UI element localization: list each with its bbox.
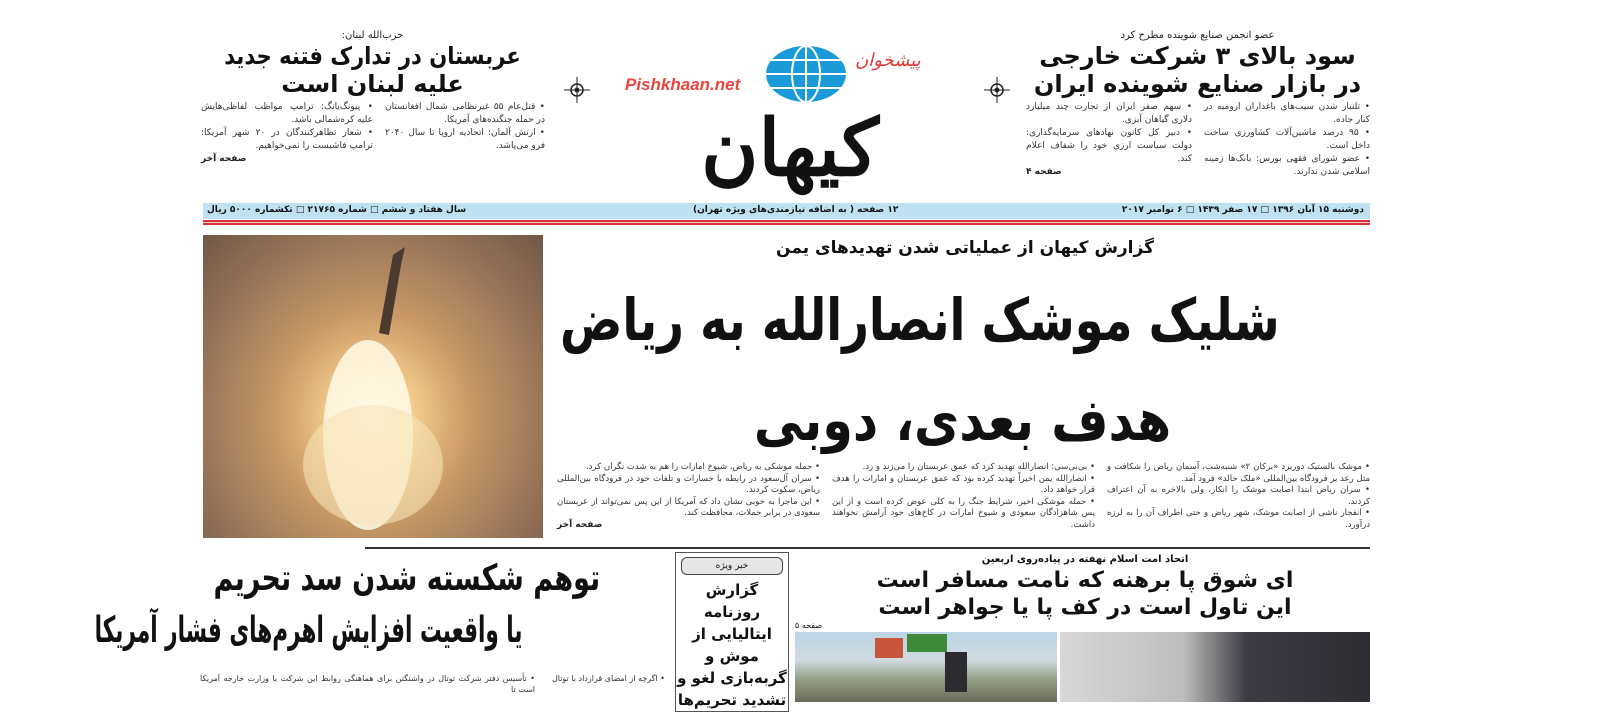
bullet: • قتل‌عام ۵۵ غیرنظامی شمال افغانستان در حمله جنگنده‌های آمریکا. (385, 102, 545, 125)
registration-mark-icon (564, 77, 590, 103)
bullet: • شعار تظاهرکنندگان در ۲۰ شهر آمریکا: ترامپ فاشیست را نمی‌خواهیم. (201, 128, 374, 151)
special-news-tag: خبر ویژه (681, 557, 783, 575)
bullet: • حمله موشکی اخیر، شرایط جنگ را به کلی عوض کرده است و از این پس شاهزادگان سعودی و شیوخ امارات در کاخ‌های خود آرامش نخواهند داشت. (832, 496, 1095, 530)
sanctions-headline[interactable] (200, 555, 665, 603)
story-headline[interactable] (200, 42, 545, 70)
sanctions-headline-text: یا واقعیت افزایش اهرم‌های فشار آمریکا (94, 610, 523, 651)
bullet: • دبیر کل کانون نهادهای سرمایه‌گذاری: دولت سیاست ارزی خود را شفاف اعلام کند. (1026, 128, 1192, 164)
bullet: • ۹۵ درصد ماشین‌آلات کشاورزی ساخت داخل است. (1204, 128, 1370, 151)
main-headline[interactable] (555, 285, 1370, 355)
bullet: • انصارالله یمن اخیراً تهدید کرده بود که عمق عربستان و امارات را هدف قرار خواهد داد. (832, 473, 1095, 495)
page-ref[interactable]: صفحه آخر (557, 519, 603, 530)
watermark-fa: پیشخوان (855, 50, 921, 71)
globe-icon (765, 45, 847, 103)
bullet: • موشک بالستیک دوربرد «برکان ۲» شنبه‌شب، آسمان ریاض را شکافت و مثل رعد بر فرودگاه بین‌المللی «ملک خالد» فرود آمد. (1107, 462, 1370, 484)
bullet: • انفجار ناشی از اصابت موشک، شهر ریاض و حتی اطراف آن را به لرزه درآورد. (1107, 508, 1370, 530)
page-ref[interactable]: صفحه ۴ (1026, 167, 1062, 177)
issue-date: دوشنبه ۱۵ آبان ۱۳۹۶ □ ۱۷ صفر ۱۴۳۹ □ ۶ نوامبر ۲۰۱۷ (1121, 205, 1364, 215)
sanctions-headline[interactable] (94, 607, 665, 655)
bullet: • تأسیس دفتر شرکت توتال در واشنگتن برای هماهنگی روابط این شرکت با وزارت خارجه آمریکا است تا (200, 674, 535, 694)
bullet: • سهم صفر ایران از تجارت چند میلیارد دلاری گیاهان آبزی. (1026, 102, 1192, 125)
bullet: • این ماجرا به خوبی نشان داد که آمریکا از این پس نمی‌تواند از عربستان سعودی در برابر حملات، محافظت کند. (557, 496, 820, 518)
missile-icon (203, 235, 543, 538)
bullet: • پیونگ‌یانگ: ترامپ مواظب لفاظی‌هایش علیه کره‌شمالی باشد. (201, 102, 373, 125)
bullet: • عضو شورای فقهی بورس: بانک‌ها زمینه اسلامی شدن ندارند. (1204, 154, 1370, 177)
story-headline-text: عربستان در تدارک فتنه جدید (224, 42, 521, 70)
main-story-body (553, 462, 1370, 531)
masthead-logo (620, 40, 960, 195)
flag-icon (907, 634, 947, 652)
bullet: • اگرچه از امضای قرارداد با توتال (551, 674, 665, 683)
special-news-body[interactable]: گزارش روزنامه ایتالیایی از موش و گربه‌بازی لغو و تشدید تحریم‌ها (677, 581, 787, 709)
bullet: • حمله موشکی به ریاض، شیوخ امارات را هم به شدت نگران کرد. (585, 462, 820, 472)
story-headline[interactable]: در بازار صنایع شوینده ایران (1033, 70, 1362, 98)
pilgrims-photo[interactable] (795, 632, 1057, 702)
story-kicker: حزب‌الله لبنان: (341, 30, 404, 41)
issue-number: سال هفتاد و ششم □ شماره ۲۱۷۶۵ □ تکشماره ۵۰۰۰ ریال (207, 205, 467, 215)
bullet: • سران آل‌سعود در رابطه با خسارات و تلفات خود در فرودگاه بین‌المللی ریاض، سکوت کردند. (557, 473, 820, 495)
bare-feet-photo[interactable] (1060, 632, 1370, 702)
main-headline-text: هدف بعدی، دوبی (753, 386, 1172, 454)
special-news-box[interactable] (675, 552, 789, 712)
story-headline[interactable]: علیه لبنان است (281, 70, 464, 98)
flag-icon (945, 652, 967, 692)
story-headline[interactable]: سود بالای ۳ شرکت خارجی (1039, 42, 1356, 70)
flag-icon (875, 638, 903, 658)
main-headline[interactable] (555, 385, 1370, 455)
divider (365, 547, 1370, 549)
arbaeen-headline[interactable]: ای شوق پا برهنه که نامت مسافر است (876, 568, 1294, 593)
page-ref[interactable]: صفحه آخر (201, 154, 247, 164)
arbaeen-headline[interactable]: این تاول است در کف پا یا جواهر است (878, 595, 1292, 620)
missile-launch-photo[interactable] (203, 235, 543, 538)
page-count: ۱۲ صفحه ( به اضافه نیازمندی‌های ویژه تهران) (693, 205, 899, 215)
bullet: • بی‌بی‌سی: انصارالله تهدید کرد که عمق عربستان را می‌زند و زد. (862, 462, 1095, 472)
sanctions-headline-text: توهم شکسته شدن سد تحریم (213, 558, 601, 599)
bullet: • سران ریاض ابتدا اصابت موشک را انکار، ولی بالاخره به آن اعتراف کردند. (1107, 485, 1370, 507)
top-left-story[interactable] (200, 30, 545, 166)
main-story-kicker: گزارش کیهان از عملیاتی شدن تهدیدهای یمن (776, 238, 1154, 258)
top-right-story[interactable] (1025, 30, 1370, 179)
bullet: • ارتش آلمان: اتحادیه اروپا تا سال ۲۰۴۰ فرو می‌پاشد. (385, 128, 545, 151)
logo-wordmark: کیهان (701, 103, 879, 194)
story-kicker: عضو انجمن صنایع شوینده مطرح کرد (1120, 30, 1275, 41)
main-headline-text: شلیک موشک انصارالله به ریاض (560, 286, 1281, 354)
registration-mark-icon (984, 77, 1010, 103)
bullet: • تلنبار شدن سیب‌های باغداران ارومیه در کنار جاده. (1204, 102, 1370, 125)
date-bar (203, 203, 1370, 219)
watermark-en: Pishkhaan.net (625, 75, 741, 94)
arbaeen-kicker: اتحاد امت اسلام نهفته در پیاده‌روی اربعین (981, 554, 1189, 565)
page-ref[interactable]: صفحه ۵ (795, 621, 823, 630)
divider (203, 220, 1370, 225)
